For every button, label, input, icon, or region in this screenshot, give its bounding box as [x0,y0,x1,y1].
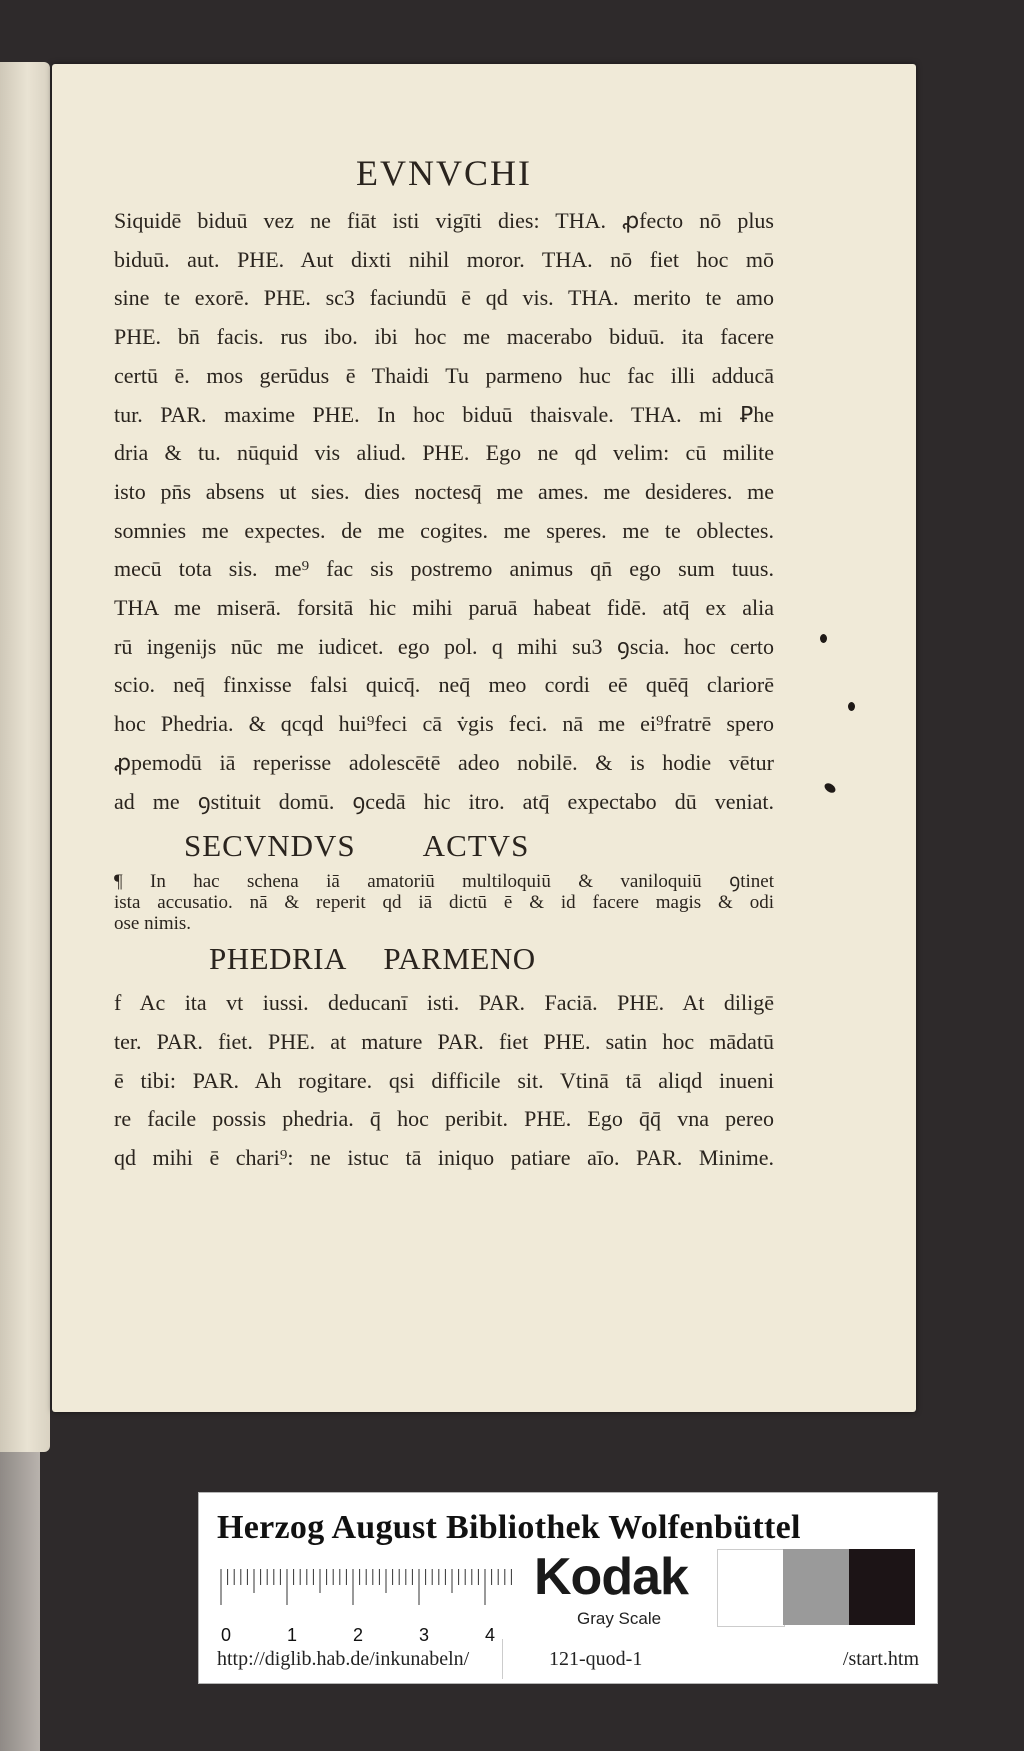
text-line: ē tibi: PAR. Ah rogitare. qsi difficile sit. Vtinā tā aliqd inueni [114,1067,774,1093]
ruler-label: 4 [485,1625,496,1645]
text-line: isto pn̄s absens ut sies. dies noctesq̄ me ames. me desideres. me [114,478,774,504]
gray-swatch [783,1549,849,1625]
ink-mark [848,702,855,711]
color-target-card [198,1492,938,1684]
url-base: http://diglib.hab.de/inkunabeln/ [217,1639,503,1679]
text-line: dria & tu. nūquid vis aliud. PHE. Ego ne qd velim: cū milite [114,440,774,466]
text-line: qd mihi ē chari⁹: ne istuc tā iniquo patiare aīo. PAR. Minime. [114,1145,774,1171]
text-line: certū ē. mos gerūdus ē Thaidi Tu parmeno huc fac illi adducā [114,362,774,388]
ruler-label: 1 [287,1625,298,1645]
url-end: /start.htm [842,1648,919,1670]
text-line: f Ac ita vt iussi. deducanī isti. PAR. Faciā. PHE. At diligē [114,990,774,1016]
book-page [52,64,916,1412]
url-id: 121-quod-1 [549,1648,643,1670]
lines-after-speakers [114,984,774,1178]
ink-mark [823,781,837,794]
library-name: Herzog August Bibliothek Wolfenbüttel [217,1509,801,1546]
lines-before-act [114,202,774,821]
text-line: ista accusatio. nā & reperit qd iā dictū ē & id facere magis & odi [114,892,774,914]
text-line: ¶ In hac schena iā amatoriū multiloquiū & vaniloquiū ꝯtinet [114,871,774,893]
text-block [114,202,774,1178]
text-line: mecū tota sis. me⁹ fac sis postremo animus qn̄ ego sum tuus. [114,556,774,582]
adjacent-page-edge [0,62,50,1452]
white-swatch [717,1549,785,1627]
text-line: somnies me expectes. de me cogites. me speres. me te oblectes. [114,517,774,543]
adjacent-page-shadow [0,1452,40,1751]
ruler [219,1561,519,1651]
scene-argument [114,871,774,934]
text-line: ad me ꝯstituit domū. ꝯcedā hic itro. atq̄ expectabo dū veniat. [114,788,774,814]
ruler-label: 3 [419,1625,430,1645]
ink-mark [820,634,827,643]
ruler-label: 2 [353,1625,364,1645]
text-line: ꝓpemodū iā reperisse adolescētē adeo nobilē. & is hodie vētur [114,749,774,775]
text-line: ose nimis. [114,913,192,935]
ruler-label: 0 [221,1625,232,1645]
gray-scale-label: Gray Scale [577,1609,662,1628]
text-line: biduū. aut. PHE. Aut dixti nihil moror. THA. nō fiet hoc mō [114,246,774,272]
text-line: rū ingenijs nūc me iudicet. ego pol. q mihi su3 ꝯscia. hoc certo [114,633,774,659]
text-line: ter. PAR. fiet. PHE. at mature PAR. fiet PHE. satin hoc mādatū [114,1028,774,1054]
act-heading: SECVNDVS ACTVS [184,828,530,864]
text-line: sine te exorē. PHE. sc3 faciundū ē qd vis. THA. merito te amo [114,285,774,311]
text-line: THA me miserā. forsitā hic mihi paruā habeat fidē. atq̄ ex alia [114,595,774,621]
scene-speakers: PHEDRIA PARMENO [209,941,536,977]
brand-logo: Kodak [534,1548,688,1606]
page-header: EVNVCHI [356,153,532,193]
text-line: Siquidē biduū vez ne fiāt isti vigīti dies: THA. ꝓfecto nō plus [114,208,774,233]
black-swatch [849,1549,915,1625]
text-line: scio. neq̄ finxisse falsi quicq̄. neq̄ meo cordi eē quēq̄ clariorē [114,672,774,698]
text-line: PHE. bn̄ facis. rus ibo. ibi hoc me macerabo biduū. ita facere [114,324,774,350]
text-line: tur. PAR. maxime PHE. In hoc biduū thaisvale. THA. mi Ꝑhe [114,401,774,427]
text-line: hoc Phedria. & qcqd hui⁹feci cā v̇gis feci. nā me ei⁹fratrē spero [114,711,774,737]
text-line: re facile possis phedria. q̄ hoc peribit. PHE. Ego q̄q̄ vna pereo [114,1106,774,1132]
